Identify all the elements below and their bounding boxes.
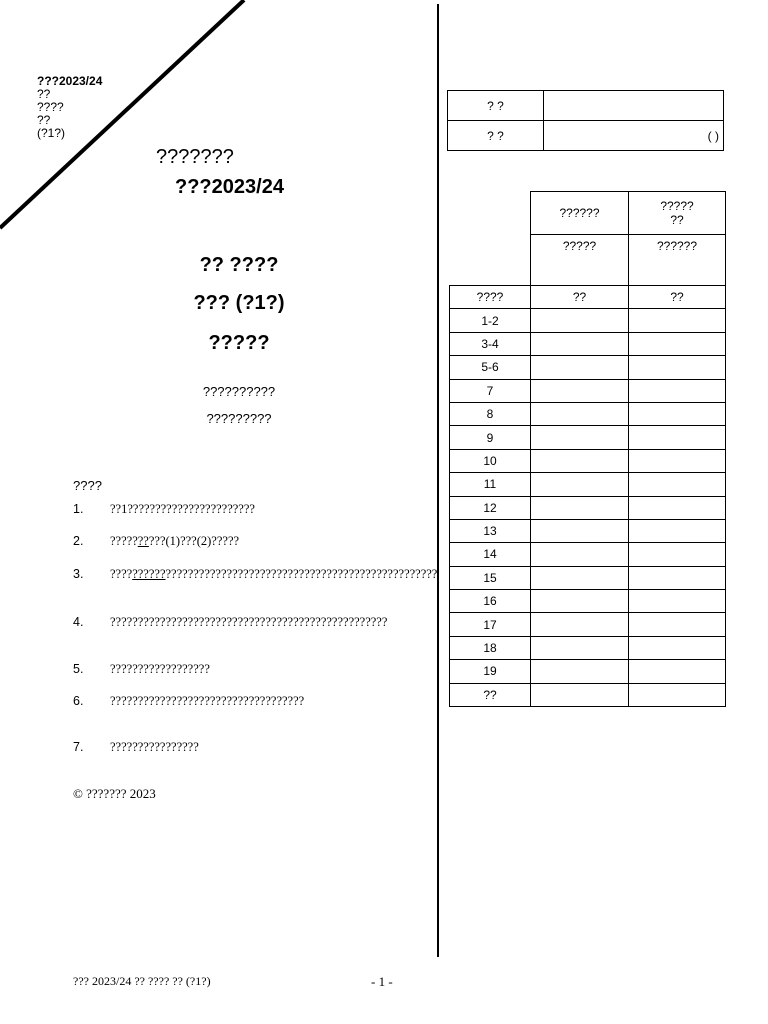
table-column-header-row xyxy=(450,286,726,309)
score-cell[interactable] xyxy=(531,519,629,542)
score-cell[interactable] xyxy=(629,590,726,613)
name-field[interactable] xyxy=(544,91,724,121)
score-cell[interactable] xyxy=(629,379,726,402)
table-row xyxy=(450,590,726,613)
score-cell[interactable] xyxy=(531,613,629,636)
subject-title: ?? ???? xyxy=(199,254,279,276)
score-cell[interactable] xyxy=(629,683,726,706)
question-number-cell: 15 xyxy=(450,566,531,589)
score-cell[interactable] xyxy=(531,566,629,589)
question-number-cell: 19 xyxy=(450,660,531,683)
score-cell[interactable] xyxy=(629,496,726,519)
score-header-1: ?????? xyxy=(531,192,629,235)
question-number-cell: 18 xyxy=(450,636,531,659)
exam-time: ????????? xyxy=(206,411,272,426)
table-row xyxy=(448,121,724,151)
table-row xyxy=(450,356,726,379)
blank-cell xyxy=(450,235,531,286)
column-header-marks-1: ?? xyxy=(531,286,629,309)
corner-line-1: ???2023/24 xyxy=(37,74,103,88)
table-row xyxy=(450,309,726,332)
table-row xyxy=(450,402,726,425)
score-cell[interactable] xyxy=(629,636,726,659)
score-cell[interactable] xyxy=(629,660,726,683)
corner-line-2: ?? xyxy=(37,87,51,101)
instruction-text: ???????????????? xyxy=(110,740,199,754)
score-cell[interactable] xyxy=(531,426,629,449)
instruction-text-post: ???(1)???(2)????? xyxy=(148,534,240,548)
score-cell[interactable] xyxy=(531,449,629,472)
table-row xyxy=(450,473,726,496)
table-row xyxy=(450,426,726,449)
instruction-text: ??????????????????????????????????? xyxy=(110,694,305,708)
score-cell[interactable] xyxy=(531,660,629,683)
booklet-title: ????? xyxy=(208,332,270,354)
school-name: ??????? xyxy=(156,146,234,168)
blank-cell xyxy=(450,192,531,235)
instruction-number: 3. xyxy=(73,567,84,581)
corner-line-3: ???? xyxy=(37,100,64,114)
instruction-number: 5. xyxy=(73,662,84,676)
score-cell[interactable] xyxy=(531,543,629,566)
class-field[interactable]: ( ) xyxy=(544,121,724,151)
score-table xyxy=(449,191,726,707)
table-row xyxy=(450,613,726,636)
copyright-notice: © ??????? 2023 xyxy=(73,786,156,801)
instruction-text-underline: ?????? xyxy=(132,567,166,581)
score-cell[interactable] xyxy=(629,519,726,542)
instruction-text xyxy=(110,534,392,549)
score-cell[interactable] xyxy=(531,379,629,402)
exam-date: ?????????? xyxy=(202,384,276,399)
table-row xyxy=(448,91,724,121)
instruction-number: 6. xyxy=(73,694,84,708)
table-row xyxy=(450,636,726,659)
question-number-cell: 12 xyxy=(450,496,531,519)
table-header-row xyxy=(450,235,726,286)
score-cell[interactable] xyxy=(629,449,726,472)
question-number-cell: 1-2 xyxy=(450,309,531,332)
student-info-table xyxy=(447,90,724,151)
question-number-cell: 10 xyxy=(450,449,531,472)
table-header-row xyxy=(450,192,726,235)
question-number-cell: 9 xyxy=(450,426,531,449)
score-cell[interactable] xyxy=(629,356,726,379)
instruction-text-pre: ????? xyxy=(110,534,138,548)
instruction-number: 2. xyxy=(73,534,84,548)
score-cell[interactable] xyxy=(531,590,629,613)
instruction-number: 1. xyxy=(73,502,84,516)
score-cell[interactable] xyxy=(629,613,726,636)
table-row xyxy=(450,519,726,542)
score-header-2: ????? ?? xyxy=(629,192,726,235)
question-number-cell: ?? xyxy=(450,683,531,706)
question-number-cell: 11 xyxy=(450,473,531,496)
score-cell[interactable] xyxy=(531,473,629,496)
score-cell[interactable] xyxy=(629,402,726,425)
question-number-cell: 17 xyxy=(450,613,531,636)
paper-title: ??? (?1?) xyxy=(193,292,285,314)
instruction-text-underline: ?? xyxy=(137,534,149,548)
question-number-cell: 5-6 xyxy=(450,356,531,379)
question-number-cell: 3-4 xyxy=(450,332,531,355)
score-cell[interactable] xyxy=(531,402,629,425)
instruction-number: 7. xyxy=(73,740,84,754)
instruction-text: ??1??????????????????????? xyxy=(110,502,255,516)
score-subheader-2: ?????? xyxy=(629,235,726,286)
table-row xyxy=(450,332,726,355)
score-subheader-1: ????? xyxy=(531,235,629,286)
column-header-question: ???? xyxy=(450,286,531,309)
score-cell[interactable] xyxy=(629,426,726,449)
instruction-text-post: ????????????????????????????????????????????????? xyxy=(165,567,438,581)
table-row xyxy=(450,449,726,472)
instruction-text-pre: ???? xyxy=(110,567,133,581)
question-number-cell: 16 xyxy=(450,590,531,613)
score-cell[interactable] xyxy=(531,309,629,332)
corner-label xyxy=(37,75,102,140)
score-cell[interactable] xyxy=(531,683,629,706)
score-cell[interactable] xyxy=(531,496,629,519)
instruction-text xyxy=(110,567,438,582)
question-number-cell: 7 xyxy=(450,379,531,402)
table-row xyxy=(450,543,726,566)
score-cell[interactable] xyxy=(629,332,726,355)
table-row xyxy=(450,683,726,706)
exam-year: ???2023/24 xyxy=(175,176,284,198)
name-label: ? ? xyxy=(448,91,544,121)
score-cell[interactable] xyxy=(531,356,629,379)
class-label: ? ? xyxy=(448,121,544,151)
page-footer: ??? 2023/24 ?? ???? ?? (?1?) xyxy=(73,974,211,988)
score-cell[interactable] xyxy=(629,309,726,332)
column-header-marks-2: ?? xyxy=(629,286,726,309)
instruction-text: ?????????????????????????????????????????????????? xyxy=(110,615,388,629)
table-row xyxy=(450,660,726,683)
instruction-text: ?????????????????? xyxy=(110,662,210,676)
score-cell[interactable] xyxy=(629,566,726,589)
question-number-cell: 13 xyxy=(450,519,531,542)
score-cell[interactable] xyxy=(531,332,629,355)
page-number: - 1 - xyxy=(371,974,393,989)
divider-line xyxy=(437,4,439,957)
score-cell[interactable] xyxy=(629,543,726,566)
table-row xyxy=(450,379,726,402)
instruction-number: 4. xyxy=(73,615,84,629)
score-cell[interactable] xyxy=(531,636,629,659)
table-row xyxy=(450,496,726,519)
instructions-heading: ???? xyxy=(73,478,102,493)
question-number-cell: 8 xyxy=(450,402,531,425)
table-row xyxy=(450,566,726,589)
corner-line-4: ?? xyxy=(37,113,51,127)
question-number-cell: 14 xyxy=(450,543,531,566)
corner-line-5: (?1?) xyxy=(37,126,66,140)
score-cell[interactable] xyxy=(629,473,726,496)
